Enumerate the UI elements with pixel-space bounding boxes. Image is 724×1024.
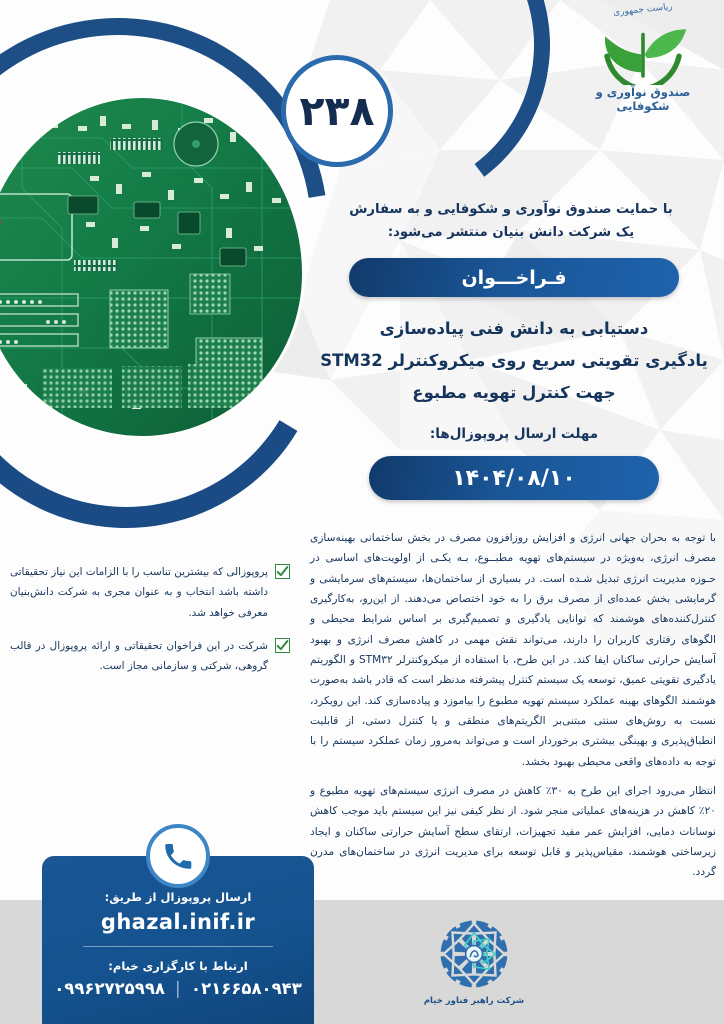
phone-numbers-row [42, 979, 314, 998]
deadline-label: مهلت ارسال پروپوزال‌ها: [429, 426, 599, 443]
deadline-date-pill [369, 456, 659, 500]
call-for-proposals-pill [349, 258, 679, 297]
check-icon [275, 564, 290, 579]
mobile-number[interactable]: ۰۹۹۶۲۷۲۵۹۹۸ [54, 979, 165, 998]
title-line-3: جهت کنترل تهویه مطبوع [412, 382, 616, 402]
landline-number[interactable]: ۰۲۱۶۶۵۸۰۹۴۳ [191, 979, 302, 998]
description-paragraph-2: انتظار می‌رود اجرای این طرح به ۳۰٪ کاهش در مصرف انرژی سیستم‌های تهویه مطبوع و ۲۰٪ کاهش در هزینه‌های عملیاتی منجر شود. از نظر کیفی نیز این سیستم باید موجب کاهش نوسانات دمایی، افزایش عمر مفید تجهیزات، ارتقای سطح آسایش حرارتی ساکنان و ایجاد زیرساختی هوشمند، مقیاس‌پذیر و قابل توسعه برای مدیریت انرژی در ساختمان‌های مدرن گردد. [310, 784, 716, 879]
geometric-mandala-gear-icon [436, 916, 512, 992]
broker-contact-label: ارتباط با کارگزاری خیام: [108, 959, 248, 973]
announcement-number-badge [281, 55, 393, 167]
list-item [10, 636, 290, 677]
submit-proposal-label: ارسال پروپوزال از طریق: [104, 890, 252, 904]
description-body [310, 528, 716, 883]
conditions-list [10, 562, 290, 689]
list-item-text: پروپوزالی که بیشترین تناسب را با الزامات این نیاز تحقیقاتی داشته باشد انتخاب و به عنوان مجری به شرکت دانش‌بنیان معرفی خواهد شد. [10, 566, 268, 619]
deadline-date: ۱۴۰۴/۰۸/۱۰ [452, 465, 576, 491]
title-line-2: یادگیری تقویتی سریع روی میکروکنترلر STM32 [320, 350, 708, 370]
phone-icon-badge [146, 824, 210, 888]
announcement-number: ۲۳۸ [299, 86, 375, 135]
khayyam-company-name: شرکت راهبر فناور خیام [423, 996, 525, 1006]
project-title [304, 313, 724, 408]
phone-icon [161, 839, 195, 873]
contact-card [42, 856, 314, 1024]
title-line-1: دستیابی به دانش فنی پیاده‌سازی [379, 319, 649, 339]
list-item-text: شرکت در این فراخوان تحقیقاتی و ارائه پروپوزال در قالب گروهی، شرکتی و سازمانی مجاز است. [10, 639, 268, 673]
fund-name-text: صندوق نوآوری و شکوفایی [595, 85, 691, 113]
intro-block [304, 198, 724, 244]
innovation-fund-logo [578, 1, 708, 124]
contact-divider [83, 946, 273, 947]
intro-line-2: یک شرکت دانش بنیان منتشر می‌شود: [387, 225, 635, 241]
description-paragraph-1: با توجه به بحران جهانی انرژی و افزایش روزافزون مصرف در بخش ساختمانی بهینه‌سازی مصرف انرژی، به‌ویژه در سیستم‌های تهویه مطبــوع، بـه یکـی از اولویت‌های اساسی در حـوزه مدیریت انرژی تبدیل شـده است. در بسیاری از ساختمان‌ها، سیستم‌های سرمایشی و گرمایشی بخش عمده‌ای از مصرف برق را به خود اختصاص می‌دهند. از این‌رو، به‌کارگیری کنترل‌کننده‌های هوشمند که توانایی یادگیری و تصمیم‌گیری بر اساس شرایط محیطی و الگوهای رفتاری کاربران را دارند، می‌تواند نقش مهمی در کاهش مصرف انرژی و بهبود آسایش حرارتی ساکنان ایفا کند. در این طرح، با استفاده از میکروکنترلر STM۳۲ و الگوریتم یادگیری تقویتی عمیق، توسعه یک سیستم کنترل پیشرفته مدنظر است که قادر باشد به‌صورت هوشمند الگوهای بهینه عملکرد سیستم تهویه مطبوع را بیاموزد و پیاده‌سازی کند. این رویکرد، نسبت به روش‌های سنتی مبتنی‌بر الگریتم‌های منطقی و یا کنترل دستی، از قابلیت انطباق‌پذیری و بهینگی بیشتری برخوردار است و می‌تواند به‌مرور زمان عملکرد سیستم را با توجه به داده‌های واقعی محیطی بهبود بخشد. [310, 532, 716, 768]
fund-presidency-text: ریاست جمهوری [612, 1, 674, 19]
green-sprout-leaf-icon [583, 13, 703, 85]
proposal-url-link[interactable]: ghazal.inif.ir [100, 910, 256, 934]
phone-separator: | [174, 979, 182, 998]
intro-line-1: با حمایت صندوق نوآوری و شکوفایی و به سفارش [349, 202, 673, 217]
call-for-proposals-label: فـراخـــوان [461, 266, 567, 289]
list-item [10, 562, 290, 623]
check-icon [275, 638, 290, 653]
khayyam-company-logo [422, 916, 526, 1006]
